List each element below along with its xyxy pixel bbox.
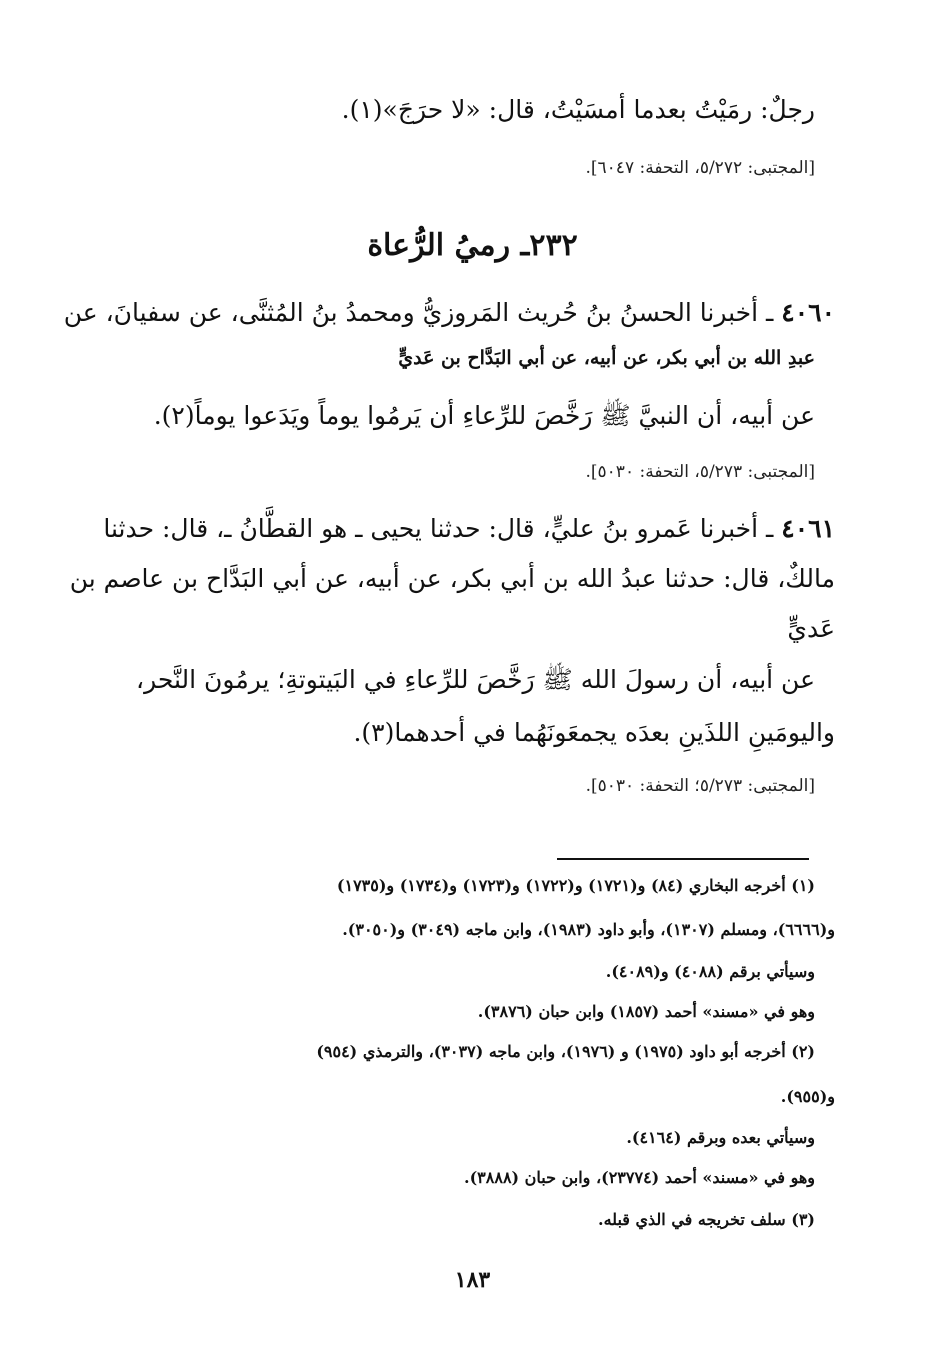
hadith-4060-reference: [المجتبى: ٥/٢٧٣، التحفة: ٥٠٣٠]. [585, 462, 815, 482]
continuation-line: رجلٌ: رمَيْتُ بعدما أمسَيْتُ، قال: «لا حرَجَ»(١). [341, 95, 815, 124]
hadith-4060-line-1 [63, 298, 835, 327]
footnote-1-line-4: وهو في «مسند» أحمد (١٨٥٧) وابن حبان (٣٨٧٦). [477, 1002, 815, 1021]
hadith-4061-line-3: عَديٍّ [787, 614, 835, 643]
hadith-4061-line-1 [103, 514, 835, 543]
hadith-4061-line-5: واليومَينِ اللذَينِ بعدَه يجمعَونَهُما في أحدهما(٣). [353, 718, 835, 747]
footnote-2-line-2: و(٩٥٥). [780, 1087, 835, 1106]
footnote-2-line-1: (٢) أخرجه أبو داود (١٩٧٥) و (١٩٧٦)، وابن ماجه (٣٠٣٧)، والترمذي (٩٥٤) [316, 1042, 815, 1061]
reference-line: [المجتبى: ٥/٢٧٢، التحفة: ٦٠٤٧]. [585, 158, 815, 178]
hadith-4060-line-2: عبدِ الله بن أبي بكر، عن أبيه، عن أبي البَدَّاح بن عَديٍّ [398, 347, 815, 369]
footnote-1-line-3: وسيأتي برقم (٤٠٨٨) و(٤٠٨٩). [605, 962, 815, 981]
hadith-number: ٤٠٦١ [781, 514, 835, 543]
footnote-divider [557, 858, 809, 860]
hadith-4060-line-3: عن أبيه، أن النبيَّ ﷺ رَخَّصَ للرِّعاءِ أن يَرمُوا يوماً ويَدَعوا يوماً(٢). [153, 401, 815, 430]
hadith-text: ـ أخبرنا عَمرو بنُ عليٍّ، قال: حدثنا يحيى ـ هو القطَّانُ ـ، قال: حدثنا [103, 514, 774, 543]
hadith-number: ٤٠٦٠ [781, 298, 835, 327]
chapter-title: ٢٣٢ـ رميُ الرُّعاة [367, 228, 578, 263]
hadith-4061-reference: [المجتبى: ٥/٢٧٣؛ التحفة: ٥٠٣٠]. [585, 776, 815, 796]
footnote-1-line-1: (١) أخرجه البخاري (٨٤) و(١٧٢١) و(١٧٢٢) و(١٧٢٣) و(١٧٣٤) و(١٧٣٥) [336, 876, 815, 895]
hadith-4061-line-4: عن أبيه، أن رسولَ الله ﷺ رَخَّصَ للرِّعاءِ في البَيتوتةِ؛ يرمُونَ النَّحر، [136, 665, 815, 694]
footnote-2-line-4: وهو في «مسند» أحمد (٢٣٧٧٤)، وابن حبان (٣٨٨٨). [464, 1168, 815, 1187]
hadith-4061-line-2: مالكٌ، قال: حدثنا عبدُ الله بن أبي بكر، عن أبيه، عن أبي البَدَّاح بن عاصم بن [69, 564, 835, 593]
footnote-3-line-1: (٣) سلف تخريجه في الذي قبله. [598, 1210, 815, 1229]
hadith-text: ـ أخبرنا الحسنُ بنُ حُريث المَروزيُّ ومحمدُ بنُ المُثنَّى، عن سفيانَ، عن [63, 298, 774, 327]
footnote-1-line-2: و(٦٦٦٦)، ومسلم (١٣٠٧)، وأبو داود (١٩٨٣)، وابن ماجه (٣٠٤٩) و(٣٠٥٠). [342, 920, 835, 939]
footnote-2-line-3: وسيأتي بعده وبرقم (٤١٦٤). [626, 1128, 815, 1147]
page-number: ١٨٣ [454, 1267, 491, 1293]
